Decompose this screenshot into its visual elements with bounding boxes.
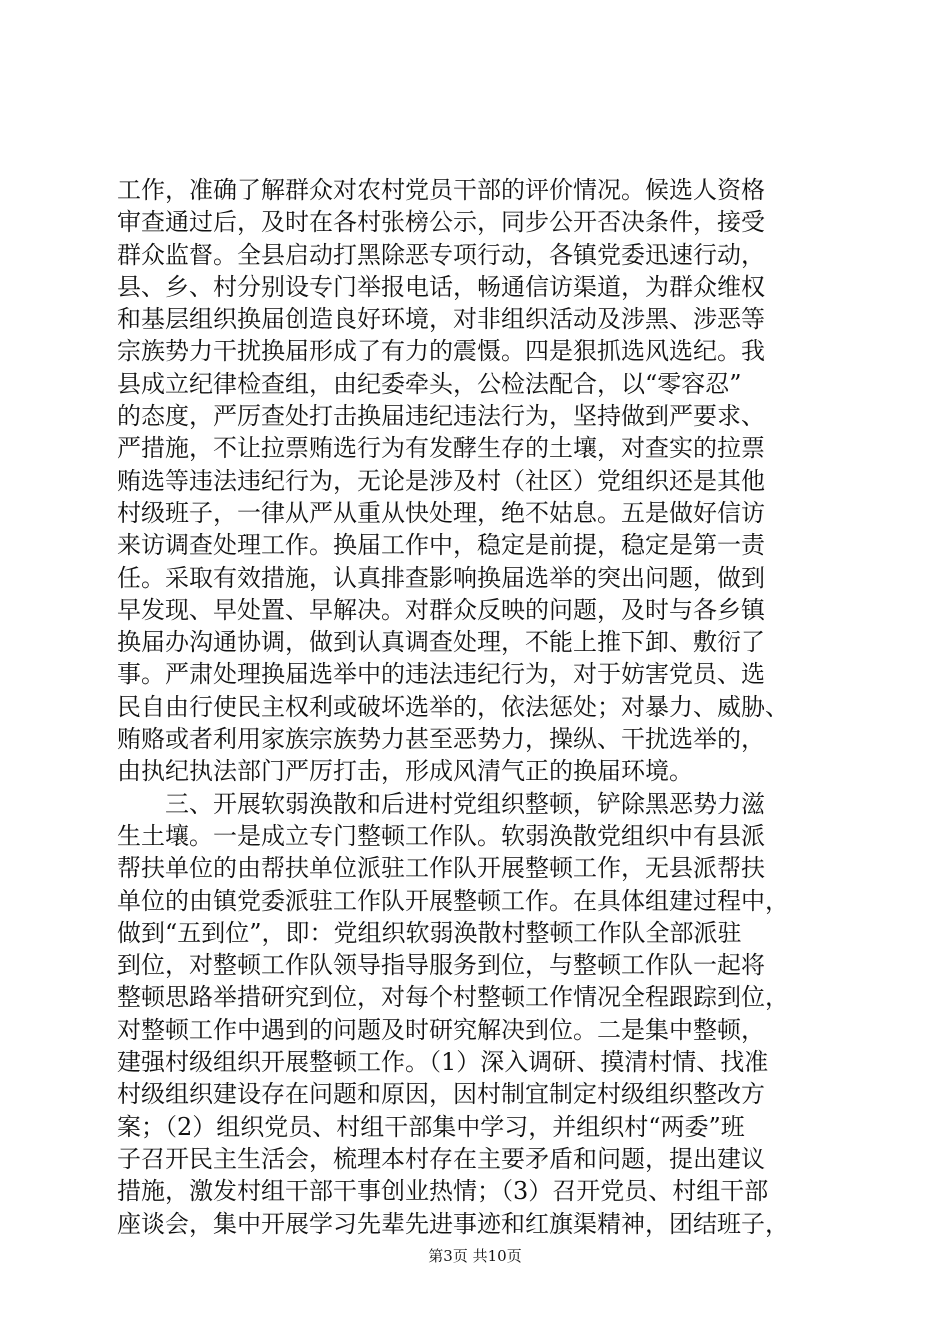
text-line: 做到“五到位”，即：党组织软弱涣散村整顿工作队全部派驻 — [117, 918, 742, 947]
text-line: 村级组织建设存在问题和原因，因村制宜制定村级组织整改方 — [117, 1080, 765, 1109]
text-line: 群众监督。全县启动打黑除恶专项行动，各镇党委迅速行动， — [117, 240, 765, 269]
text-line: 措施，激发村组干部干事创业热情；（3）召开党员、村组干部 — [117, 1177, 769, 1206]
text-line: 对整顿工作中遇到的问题及时研究解决到位。二是集中整顿， — [117, 1015, 765, 1044]
text-line: 和基层组织换届创造良好环境，对非组织活动及涉黑、涉恶等 — [117, 305, 765, 334]
text-line: 村级班子，一律从严从重从快处理，绝不姑息。五是做好信访 — [117, 498, 765, 527]
body-text — [117, 174, 837, 1240]
text-line: 单位的由镇党委派驻工作队开展整顿工作。在具体组建过程中， — [117, 886, 789, 915]
text-line: 子召开民主生活会，梳理本村存在主要矛盾和问题，提出建议 — [117, 1144, 765, 1173]
text-line: 座谈会，集中开展学习先辈先进事迹和红旗渠精神，团结班子， — [117, 1209, 789, 1238]
text-line: 宗族势力干扰换届形成了有力的震慑。四是狠抓选风选纪。我 — [117, 337, 765, 366]
text-line: 到位，对整顿工作队领导指导服务到位，与整顿工作队一起将 — [117, 951, 765, 980]
text-line: 贿赂或者利用家族宗族势力甚至恶势力，操纵、干扰选举的， — [117, 725, 765, 754]
text-line: 案；（2）组织党员、村组干部集中学习，并组织村“两委”班 — [117, 1112, 745, 1141]
text-line: 来访调查处理工作。换届工作中，稳定是前提，稳定是第一责 — [117, 531, 765, 560]
text-line: 由执纪执法部门严厉打击，形成风清气正的换届环境。 — [117, 757, 693, 786]
text-line: 工作，准确了解群众对农村党员干部的评价情况。候选人资格 — [117, 176, 765, 204]
text-line: 贿选等违法违纪行为，无论是涉及村（社区）党组织还是其他 — [117, 466, 765, 495]
text-line: 的态度，严厉查处打击换届违纪违法行为，坚持做到严要求、 — [117, 402, 765, 431]
text-line: 严措施，不让拉票贿选行为有发酵生存的土壤，对查实的拉票 — [117, 434, 765, 463]
text-line: 事。严肃处理换届选举中的违法违纪行为，对于妨害党员、选 — [117, 660, 765, 689]
text-line: 生土壤。一是成立专门整顿工作队。软弱涣散党组织中有县派 — [117, 821, 765, 850]
text-line: 换届办沟通协调，做到认真调查处理，不能上推下卸、敷衍了 — [117, 628, 765, 657]
text-line: 建强村级组织开展整顿工作。（1）深入调研、摸清村情、找准 — [117, 1048, 769, 1077]
text-line: 县成立纪律检查组，由纪委牵头，公检法配合，以“零容忍” — [117, 369, 742, 398]
page-footer: 第3页 共10页 — [428, 1247, 522, 1265]
text-line: 整顿思路举措研究到位，对每个村整顿工作情况全程跟踪到位， — [117, 983, 789, 1012]
text-line: 帮扶单位的由帮扶单位派驻工作队开展整顿工作，无县派帮扶 — [117, 854, 765, 883]
text-line: 早发现、早处置、早解决。对群众反映的问题，及时与各乡镇 — [117, 595, 765, 624]
text-line: 审查通过后，及时在各村张榜公示，同步公开否决条件，接受 — [117, 208, 765, 237]
text-line: 县、乡、村分别设专门举报电话，畅通信访渠道，为群众维权 — [117, 272, 765, 301]
text-line: 三、开展软弱涣散和后进村党组织整顿，铲除黑恶势力滋 — [117, 789, 765, 818]
text-line: 民自由行使民主权利或破坏选举的，依法惩处；对暴力、威胁、 — [117, 692, 789, 721]
text-line: 任。采取有效措施，认真排查影响换届选举的突出问题，做到 — [117, 563, 765, 592]
